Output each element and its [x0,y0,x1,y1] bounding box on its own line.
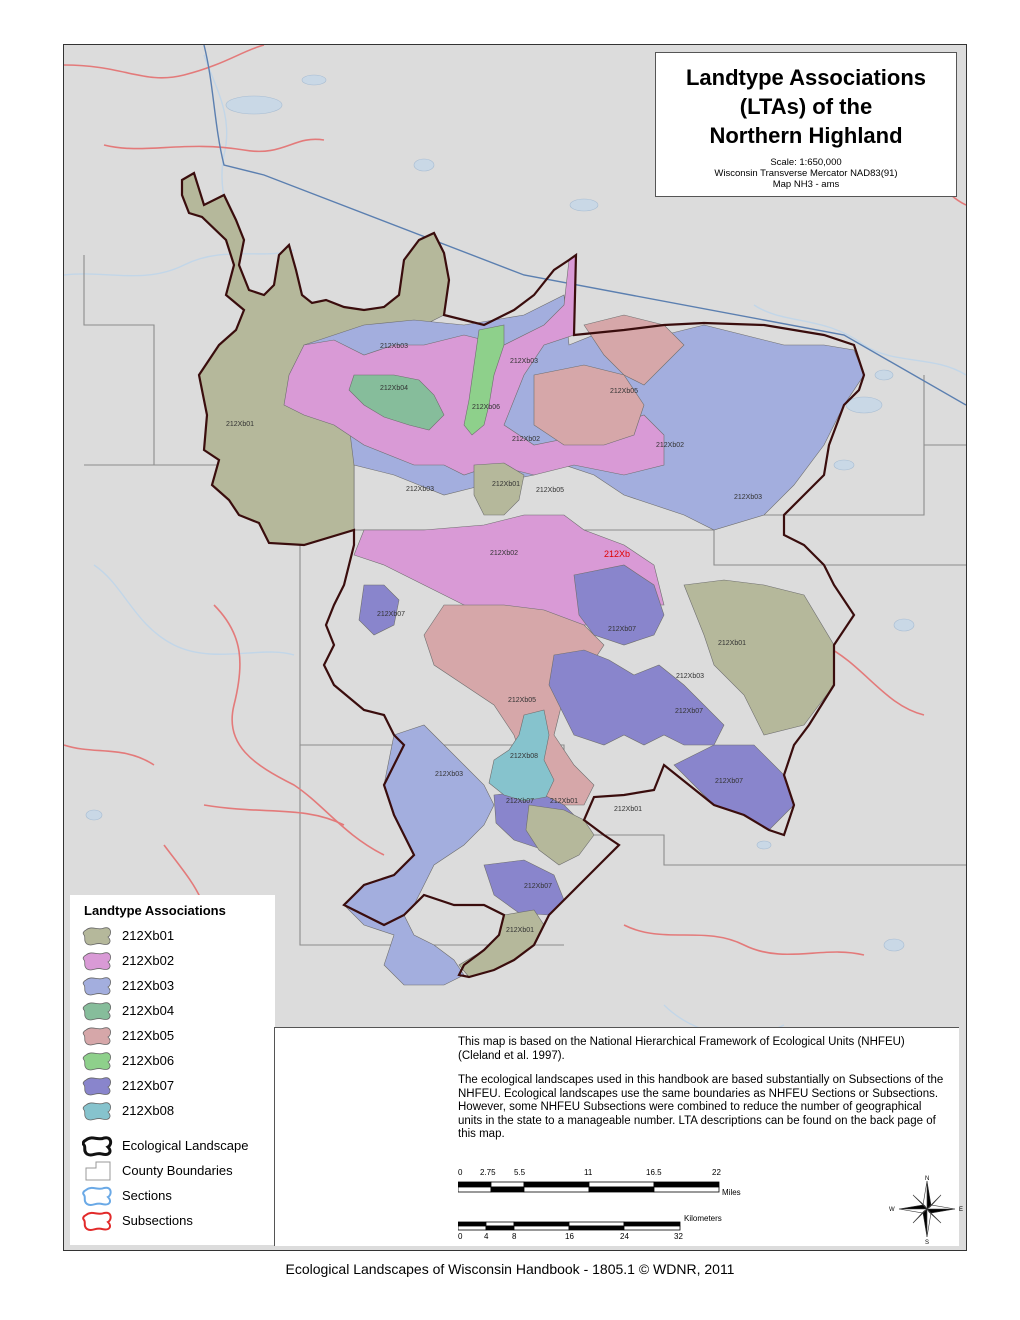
legend-item-212Xb04 [82,1000,272,1022]
title-line-2: (LTAs) of the [739,94,873,119]
lta-label: 212Xb05 [610,388,639,395]
legend-swatch [82,1075,114,1097]
legend-label: 212Xb03 [122,978,175,993]
miles-tick: 0 [458,1168,463,1177]
lta-polygons [182,173,864,985]
legend-outline-swatch [82,1185,114,1207]
miles-tick: 5.5 [514,1168,526,1177]
lta-label: 212Xb02 [656,442,685,449]
legend-item-212Xb06 [82,1050,272,1072]
lta-label: 212Xb01 [506,927,535,934]
lta-label: 212Xb05 [536,487,565,494]
lta-212Xb01-south [526,805,594,865]
miles-tick: 2.75 [480,1168,496,1177]
lta-label: 212Xb08 [510,753,539,760]
lta-label: 212Xb07 [675,708,704,715]
lta-label: 212Xb01 [614,806,643,813]
lta-label: 212Xb03 [435,771,464,778]
legend-outline-swatch [82,1160,114,1182]
legend-swatch [82,1000,114,1022]
legend-swatch [82,950,114,972]
miles-tick: 16.5 [646,1168,662,1177]
legend-label: County Boundaries [122,1163,233,1178]
footer: Ecological Landscapes of Wisconsin Handbook - 1805.1 © WDNR, 2011 [285,1261,735,1277]
ecological-landscape-label: 212Xb [604,549,631,559]
legend-item-212Xb08 [82,1100,272,1122]
lta-212Xb07-c [549,650,724,745]
scale-bar [458,1162,758,1242]
legend-outline-swatch [82,1135,114,1157]
scale-bar-graphic [458,1180,728,1240]
map-projection-text: Wisconsin Transverse Mercator NAD83(91) [714,168,898,179]
lta-label: 212Xb03 [380,343,409,350]
legend-swatch [82,1050,114,1072]
lta-label: 212Xb01 [718,640,747,647]
legend-item-sections [82,1185,272,1207]
lta-label: 212Xb01 [550,798,579,805]
note-paragraph-2: The ecological landscapes used in this handbook are based substantially on Subsections of the NHFEU. Ecological landscapes use the same boundaries as NHFEU Sections or Subsections. However, some NHFEU Subsections were combined to reduce the number of geographical units in the state to a manageable number. LTA descriptions can be found on the back page of this map. [458,1074,944,1140]
legend-item-212Xb07 [82,1075,272,1097]
lta-label: 212Xb07 [377,611,406,618]
legend-label: 212Xb05 [122,1028,175,1043]
km-tick: 24 [620,1232,629,1241]
note-paragraph-1: This map is based on the National Hierarchical Framework of Ecological Units (NHFEU) (Cleland et al. 1997). [458,1036,905,1062]
legend-item-212Xb01 [82,925,272,947]
legend-swatch [82,925,114,947]
lta-label: 212Xb07 [715,778,744,785]
legend-label: 212Xb02 [122,953,175,968]
lta-label: 212Xb03 [406,486,435,493]
compass-e: E [959,1207,964,1213]
km-tick: 0 [458,1232,463,1241]
legend-label: 212Xb08 [122,1103,175,1118]
legend-swatch [82,1025,114,1047]
title-line-3: Northern Highland [709,123,903,148]
miles-label: Miles [722,1188,741,1197]
lta-label: 212Xb07 [524,883,553,890]
lta-label: 212Xb07 [506,798,535,805]
map-id-text: Map NH3 - ams [772,179,840,190]
legend-item-county-boundaries [82,1160,272,1182]
note-box [274,1027,964,1246]
lta-label: 212Xb06 [472,404,501,411]
map-title [656,63,956,150]
lta-label: 212Xb02 [512,436,541,443]
lta-label: 212Xb03 [510,358,539,365]
legend-item-212Xb05 [82,1025,272,1047]
miles-tick: 22 [712,1168,721,1177]
miles-tick: 11 [584,1168,593,1177]
compass-n: N [925,1176,930,1182]
legend-label: 212Xb01 [122,928,175,943]
map-scale-text: Scale: 1:650,000 [770,157,842,168]
lta-label: 212Xb05 [508,697,537,704]
legend-title: Landtype Associations [84,903,226,918]
compass-s: S [925,1240,930,1244]
km-tick: 32 [674,1232,683,1241]
lta-label: 212Xb03 [676,673,705,680]
lta-label: 212Xb04 [380,385,409,392]
lta-label: 212Xb01 [226,421,255,428]
legend-swatch [82,1100,114,1122]
legend-outline-swatch [82,1210,114,1232]
lta-label: 212Xb07 [608,626,637,633]
legend [70,895,275,1245]
km-tick: 16 [565,1232,574,1241]
note-text [458,1036,948,1153]
legend-label: Subsections [122,1213,193,1228]
legend-label: 212Xb06 [122,1053,175,1068]
lta-label: 212Xb01 [492,481,521,488]
title-line-1: Landtype Associations [685,65,926,90]
lta-212Xb03-south [344,725,494,985]
km-tick: 4 [484,1232,489,1241]
legend-label: Ecological Landscape [122,1138,249,1153]
legend-label: Sections [122,1188,172,1203]
legend-swatch [82,975,114,997]
legend-item-212Xb03 [82,975,272,997]
lta-212Xb07-b [359,585,399,635]
map-title-box [655,52,957,197]
legend-item-ecological-landscape [82,1135,272,1157]
km-tick: 8 [512,1232,517,1241]
compass-rose-icon [887,1174,967,1244]
legend-label: 212Xb07 [122,1078,175,1093]
lta-label: 212Xb02 [490,550,519,557]
kilometers-label: Kilometers [684,1214,722,1223]
compass-w: W [889,1207,895,1213]
lta-212Xb01-north [474,463,524,515]
legend-item-subsections [82,1210,272,1232]
lta-label: 212Xb03 [734,494,763,501]
legend-item-212Xb02 [82,950,272,972]
legend-label: 212Xb04 [122,1003,175,1018]
